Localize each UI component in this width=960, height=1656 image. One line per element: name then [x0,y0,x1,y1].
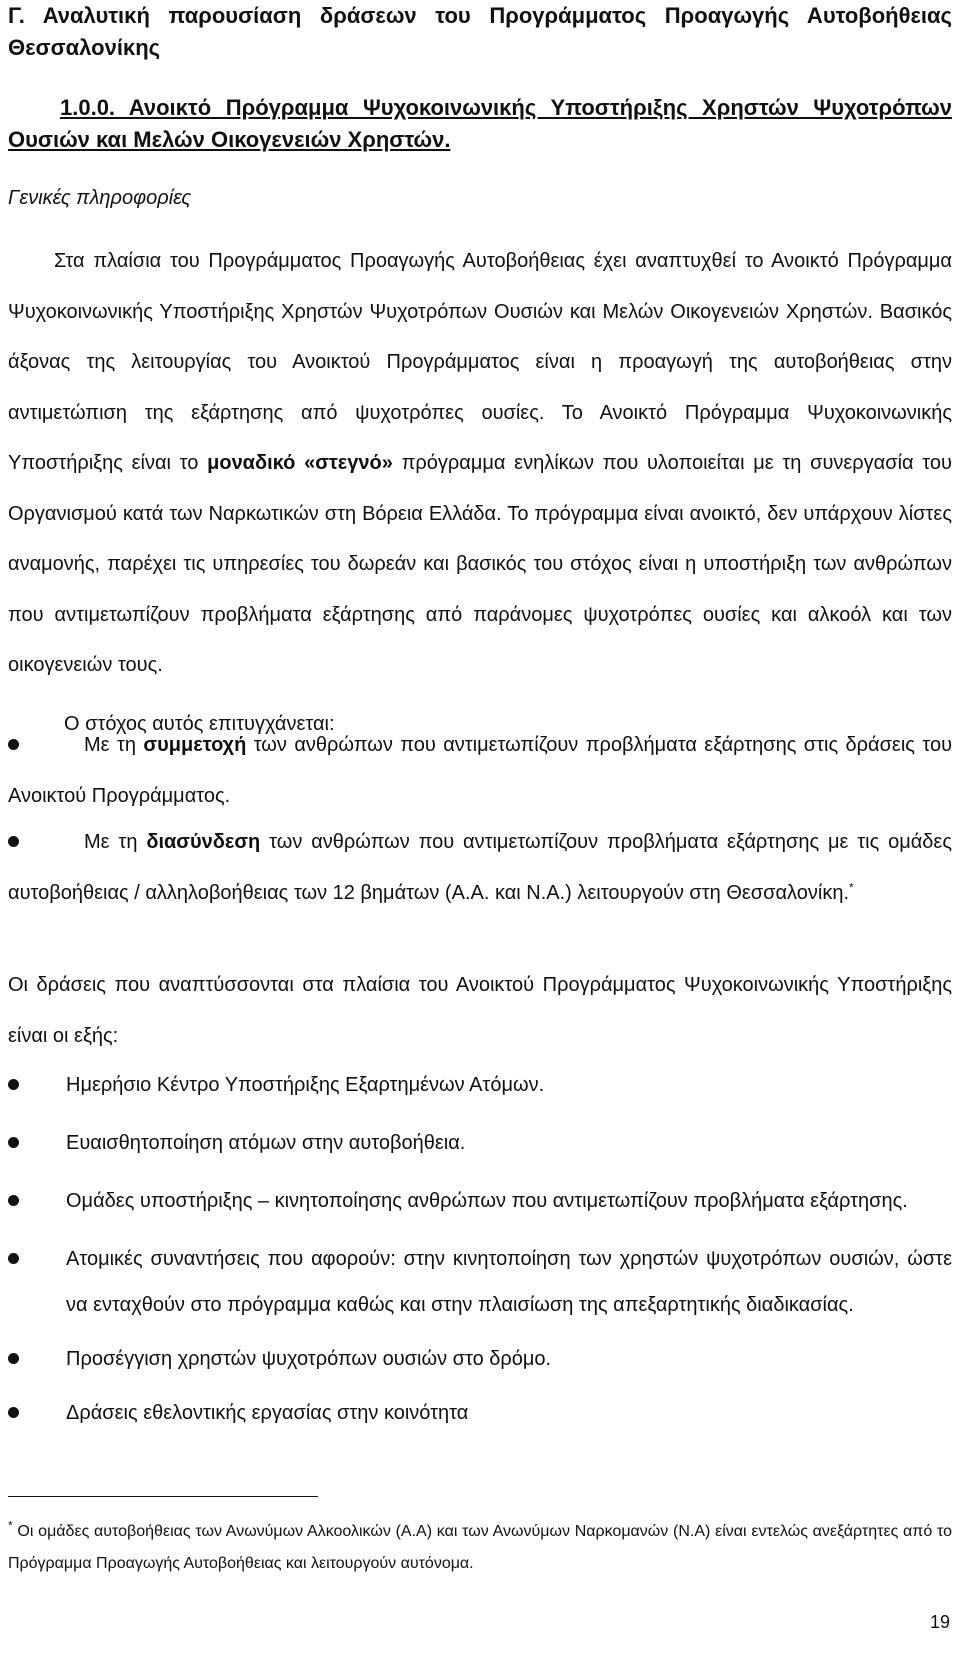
action-item-text: Ημερήσιο Κέντρο Υποστήριξης Εξαρτημένων Ατόμων. [66,1074,545,1096]
goal-bullet-bold: διασύνδεση [146,831,261,853]
footnote [8,1516,952,1580]
page-number: 19 [929,1612,950,1632]
action-item [8,1178,952,1224]
bullet-dot-icon [8,720,22,734]
goal-bullet-post: των ανθρώπων που αντιμετωπίζουν προβλήματα εξάρτησης στις δράσεις του Ανοικτού Προγράμματος. [8,734,953,807]
goal-line: Ο στόχος αυτός επιτυγχάνεται: [64,713,335,735]
action-item-text: Ατομικές συναντήσεις που αφορούν: στην κινητοποίηση των χρηστών ψυχοτρόπων ουσιών, ώστε να ενταχθούν στο πρόγραμμα καθώς και στην πλαισίωση της απεξαρτητικής διαδικασίας. [66,1248,952,1316]
action-item [8,1390,952,1436]
intro-paragraph [8,236,952,691]
actions-intro: Οι δράσεις που αναπτύσσονται στα πλαίσια του Ανοικτού Προγράμματος Ψυχοκοινωνικής Υποστήριξης είναι οι εξής: [8,974,952,1047]
action-item [8,1120,952,1166]
action-item-text: Προσέγγιση χρηστών ψυχοτρόπων ουσιών στο δρόμο. [66,1348,552,1370]
intro-text-2: πρόγραμμα ενηλίκων που υλοποιείται με τη συνεργασία του Οργανισμού κατά των Ναρκωτικών στη Βόρεια Ελλάδα. Το πρόγραμμα είναι ανοικτό, δεν υπάρχουν λίστες αναμονής, παρέχει τις υπηρεσίες του δωρεάν και βασικός του στόχος είναι η υποστήριξη των ανθρώπων που αντιμετωπίζουν προβλήματα εξάρτησης από παράνομες ψυχοτρόπες ουσίες και αλκοόλ και των οικογενειών τους. [8,452,952,676]
section-title: Γενικές πληροφορίες [8,187,192,209]
bullet-dot-icon [8,1336,22,1350]
main-heading: Γ. Αναλυτική παρουσίαση δράσεων του Προγράμματος Προαγωγής Αυτοβοήθειας Θεσσαλονίκης [8,3,952,60]
intro-text-1: Στα πλαίσια του Προγράμματος Προαγωγής Αυτοβοήθειας έχει αναπτυχθεί το Ανοικτό Πρόγραμμα Ψυχοκοινωνικής Υποστήριξης Χρηστών Ψυχοτρόπων Ουσιών και Μελών Οικογενειών Χρηστών. Βασικός άξονας της λειτουργίας του Ανοικτού Προγράμματος είναι η προαγωγή της αυτοβοήθειας στην αντιμετώπιση της εξάρτησης από ψυχοτρόπες ουσίες. Το Ανοικτό Πρόγραμμα Ψυχοκοινωνικής Υποστήριξης είναι το [8,250,952,474]
action-item [8,1062,952,1108]
footnote-text: Οι ομάδες αυτοβοήθειας των Ανωνύμων Αλκοολικών (Α.Α) και των Ανωνύμων Ναρκομανών (Ν.Α) είναι εντελώς ανεξάρτητες από το Πρόγραμμα Προαγωγής Αυτοβοήθειας και λειτουργούν αυτόνομα. [8,1523,952,1572]
action-item-text: Δράσεις εθελοντικής εργασίας στην κοινότητα [66,1402,469,1424]
sub-heading: 1.0.0. Ανοικτό Πρόγραμμα Ψυχοκοινωνικής Υποστήριξης Χρηστών Ψυχοτρόπων Ουσιών και Μελών Οικογενειών Χρηστών. [8,95,952,152]
goal-bullet-bold: συμμετοχή [143,734,247,756]
bullet-dot-icon [8,1120,22,1134]
footnote-mark: * [8,1518,13,1533]
footnote-reference[interactable]: * [849,879,854,894]
action-item-text: Ευαισθητοποίηση ατόμων στην αυτοβοήθεια. [66,1132,466,1154]
goal-bullet-post: των ανθρώπων που αντιμετωπίζουν προβλήματα εξάρτησης με τις ομάδες αυτοβοήθειας / αλληλοβοήθειας των 12 βημάτων (Α.Α. και Ν.Α.) λειτουργούν στη Θεσσαλονίκη. [8,831,952,904]
footnote-separator [8,1496,318,1497]
bullet-dot-icon [8,1062,22,1076]
bullet-dot-icon [8,817,22,831]
goal-bullet-pre: Με τη [84,734,144,756]
bullet-dot-icon [8,1236,22,1250]
bullet-dot-icon [8,1178,22,1192]
goal-bullet [8,817,952,918]
action-item-text: Ομάδες υποστήριξης – κινητοποίησης ανθρώπων που αντιμετωπίζουν προβλήματα εξάρτησης. [66,1190,908,1212]
intro-bold-phrase: μοναδικό «στεγνό» [207,452,393,474]
action-item [8,1336,952,1382]
goal-bullet [8,720,952,821]
actions-list [8,1062,952,1436]
action-item [8,1236,952,1328]
goal-bullet-pre: Με τη [84,831,147,853]
bullet-dot-icon [8,1390,22,1404]
